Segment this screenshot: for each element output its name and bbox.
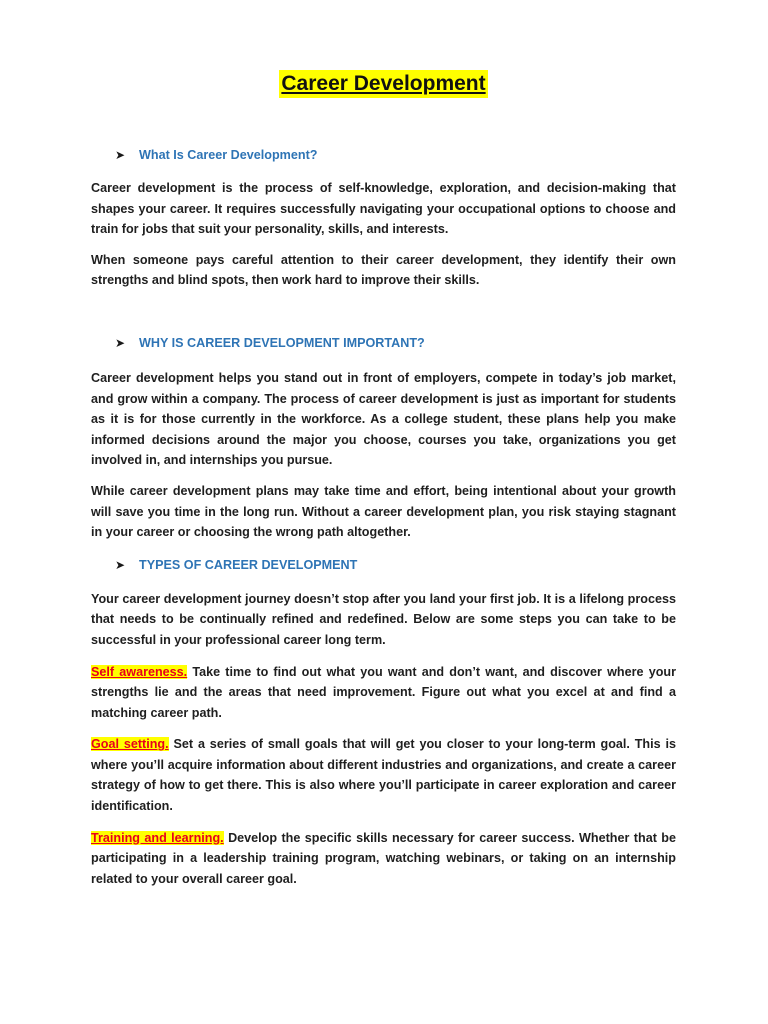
paragraph: While career development plans may take time and effort, being intentional about your growth will save you time in the long run. Without a career development plan, you risk staying stagnant in your career or choosing the wrong path altogether.	[91, 483, 676, 540]
paragraph: Career development helps you stand out in front of employers, compete in today’s job market, and grow within a company. The process of career development is just as important for students as it is for those currently in the workforce. As a college student, these plans help you make informed decisions around the major you choose, courses you take, organizations you get involved in, and internships you pursue.	[91, 370, 676, 468]
section-heading-text: What Is Career Development?	[139, 148, 318, 162]
paragraph: Career development is the process of self-knowledge, exploration, and decision-making that shapes your career. It requires successfully navigating your occupational options to choose and train for jobs that suit your personality, skills, and interests.	[91, 181, 676, 237]
arrowhead-bullet-icon: ➤	[115, 335, 126, 350]
page-title: Career Development	[279, 70, 487, 98]
title-container	[91, 70, 676, 98]
document-page	[91, 0, 676, 889]
paragraph: Your career development journey doesn’t stop after you land your first job. It is a lifelong process that needs to be continually refined and redefined. Below are some steps you can take to be successful in your professional career long term.	[91, 591, 676, 647]
section-heading-text: WHY IS CAREER DEVELOPMENT IMPORTANT?	[139, 335, 425, 350]
highlighted-term: Self awareness.	[91, 664, 188, 679]
list-item-self-awareness	[91, 662, 676, 724]
section-heading-text: TYPES OF CAREER DEVELOPMENT	[139, 557, 358, 572]
highlighted-term: Training and learning.	[91, 830, 224, 845]
paragraph: When someone pays careful attention to their career development, they identify their own strengths and blind spots, then work hard to improve their skills.	[91, 252, 676, 288]
section-heading-types	[115, 556, 676, 574]
item-text: Set a series of small goals that will get you closer to your long-term goal. This is where you’ll acquire information about different industries and organizations, and create a career strategy of how to get there. This is also where you’ll participate in career exploration and career identification.	[91, 737, 676, 814]
section-heading-why-important	[115, 334, 676, 352]
list-item-training-learning	[91, 828, 676, 890]
highlighted-term: Goal setting.	[91, 737, 169, 752]
list-item-goal-setting	[91, 734, 676, 816]
arrowhead-bullet-icon: ➤	[115, 148, 126, 162]
item-text: Take time to find out what you want and don’t want, and discover where your strengths lie and the areas that need improvement. Figure out what you excel at and find a matching career path.	[91, 664, 676, 720]
item-text: Develop the specific skills necessary for career success. Whether that be participating in a leadership training program, watching webinars, or taking on an internship related to your overall career goal.	[91, 830, 676, 886]
arrowhead-bullet-icon: ➤	[115, 557, 126, 572]
section-heading-what-is	[115, 146, 676, 164]
